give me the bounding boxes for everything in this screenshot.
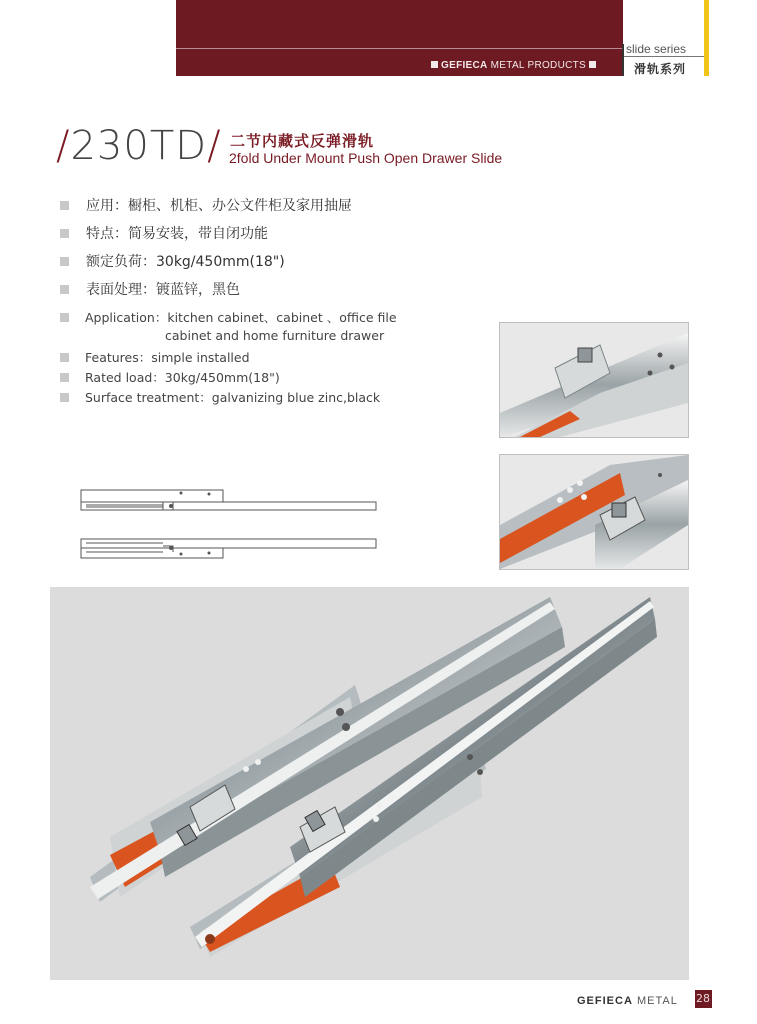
feature-cn-item [60, 195, 352, 215]
series-underline [624, 56, 704, 57]
feature-en-item [60, 348, 250, 366]
feature-en-item [60, 388, 380, 406]
feature-en-text: Features：simple installed [85, 350, 250, 365]
brand-subtitle: METAL PRODUCTS [490, 60, 586, 71]
feature-cn-text: 特点：简易安装，带自闭功能 [86, 226, 268, 242]
detail-photo-open [499, 454, 689, 570]
series-divider [622, 44, 624, 76]
footer-brand [577, 995, 678, 1007]
bullet-icon [60, 229, 69, 238]
feature-cn-item [60, 279, 240, 299]
square-icon [589, 61, 596, 68]
model-code: 230TD [70, 123, 208, 169]
brand-label [428, 60, 599, 71]
feature-cn-item [60, 223, 268, 243]
series-label-cn: 滑轨系列 [634, 62, 687, 76]
drawing-outer-rail [81, 490, 223, 502]
detail-photo-closed [499, 322, 689, 438]
bullet-icon [60, 257, 69, 266]
square-icon [431, 61, 438, 68]
feature-cn-text: 应用：橱柜、机柜、办公文件柜及家用抽屉 [86, 198, 352, 214]
product-title-en: 2fold Under Mount Push Open Drawer Slide [229, 150, 503, 166]
bullet-icon [60, 373, 69, 382]
model-number: /230TD/ [56, 123, 222, 169]
footer-brand-subtitle: METAL [636, 995, 678, 1007]
feature-en-text: Surface treatment：galvanizing blue zinc,black [85, 390, 381, 405]
bullet-icon [60, 313, 69, 322]
product-title-cn: 二节内藏式反弹滑轨 [230, 132, 375, 150]
feature-cn-text: 额定负荷：30kg/450mm(18") [86, 254, 285, 270]
feature-cn-text: 表面处理：镀蓝锌，黑色 [86, 282, 240, 298]
header-divider [176, 48, 623, 49]
drawing-lower-rail [81, 548, 223, 558]
technical-drawing [78, 488, 380, 568]
series-label-en: slide series [626, 42, 687, 56]
brand-name: GEFIECA [441, 60, 488, 71]
feature-en-continuation: cabinet and home furniture drawer [165, 328, 385, 343]
bullet-icon [60, 393, 69, 402]
feature-cn-item [60, 251, 285, 271]
bullet-icon [60, 201, 69, 210]
product-main-photo [50, 587, 689, 980]
feature-en-text: Rated load：30kg/450mm(18") [85, 370, 280, 385]
bullet-icon [60, 353, 69, 362]
feature-en-text: Application：kitchen cabinet、cabinet 、office file [85, 310, 397, 325]
footer-brand-name: GEFIECA [577, 995, 633, 1007]
bullet-icon [60, 285, 69, 294]
feature-en-item [60, 308, 397, 326]
accent-bar [704, 0, 709, 76]
feature-en-item [60, 368, 280, 386]
drawing-inner-rail [81, 502, 376, 510]
page-number: 28 [696, 992, 710, 1005]
